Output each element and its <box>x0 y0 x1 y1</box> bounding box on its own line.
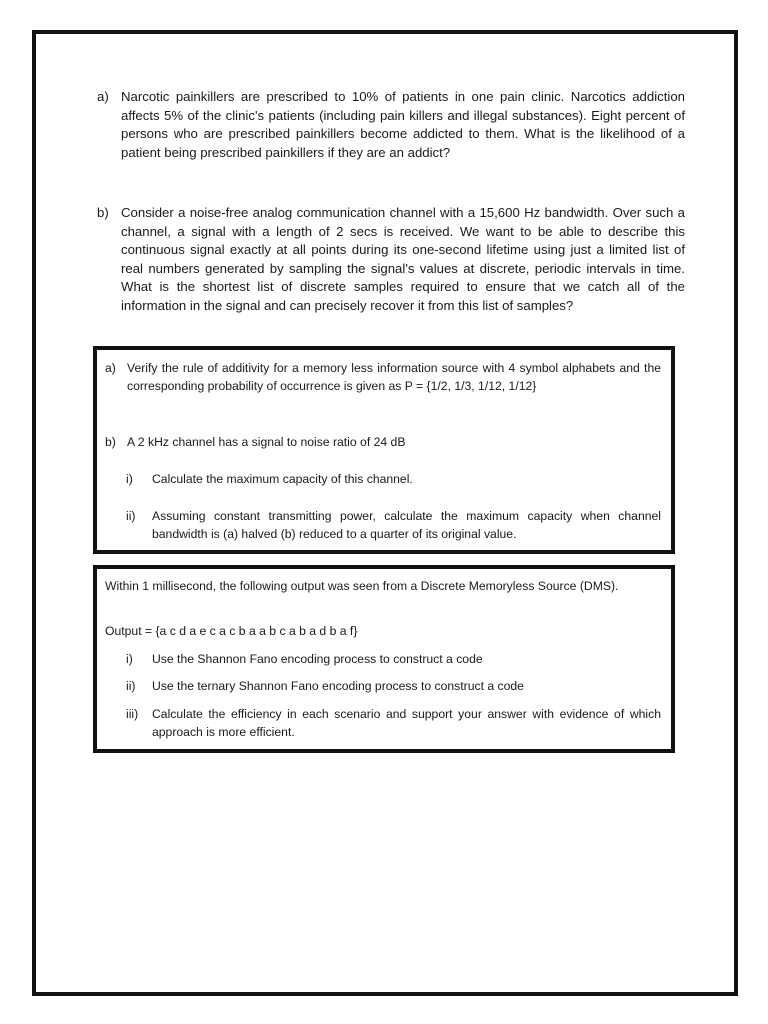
box2-item-iii <box>126 706 661 741</box>
box1-question-b <box>105 434 661 452</box>
box2-item-ii-text: Use the ternary Shannon Fano encoding process to construct a code <box>152 679 524 693</box>
question-b-label: b) <box>97 205 109 220</box>
question-a-text: Narcotic painkillers are prescribed to 10% of patients in one pain clinic. Narcotics addiction affects 5% of the clinic's patients (including pain killers and illegal substances). Eight percent of persons who are prescribed painkillers become addicted to them. What is the likelihood of a patient being prescribed painkillers if they are an addict? <box>121 89 685 160</box>
box2-intro: Within 1 millisecond, the following output was seen from a Discrete Memoryless Source (DMS). <box>105 579 619 593</box>
box2-item-iii-text: Calculate the efficiency in each scenario and support your answer with evidence of which approach is more efficient. <box>152 707 661 739</box>
box1-question-a-label: a) <box>105 361 116 375</box>
box1-question-a-text: Verify the rule of additivity for a memory less information source with 4 symbol alphabets and the corresponding probability of occurrence is given as P = {1/2, 1/3, 1/12, 1/12} <box>127 361 661 393</box>
box2-item-i-text: Use the Shannon Fano encoding process to construct a code <box>152 652 483 666</box>
box1-question-b-text: A 2 kHz channel has a signal to noise ratio of 24 dB <box>127 435 406 449</box>
box2-item-iii-label: iii) <box>126 707 139 721</box>
question-a <box>97 88 685 162</box>
box2-item-ii-label: ii) <box>126 679 136 693</box>
box1-question-b-label: b) <box>105 435 116 449</box>
question-b-text: Consider a noise-free analog communication channel with a 15,600 Hz bandwidth. Over such a channel, a signal with a length of 2 secs is received. We want to be able to describe this continuous signal exactly at all points during its one-second lifetime using just a limited list of real numbers generated by sampling the signal's values at discrete, periodic intervals in time. What is the shortest list of discrete samples required to ensure that we catch all of the information in the signal and can precisely recover it from this list of samples? <box>121 205 685 313</box>
question-b <box>97 204 685 316</box>
question-a-label: a) <box>97 89 109 104</box>
box1-question-b-i-text: Calculate the maximum capacity of this channel. <box>152 472 413 486</box>
question-box-2 <box>93 565 675 753</box>
box1-question-b-ii-text: Assuming constant transmitting power, calculate the maximum capacity when channel bandwidth is (a) halved (b) reduced to a quarter of its original value. <box>152 509 661 541</box>
box1-question-b-i <box>126 471 661 489</box>
box2-output: Output = {a c d a e c a c b a a b c a b a d b a f} <box>105 624 358 638</box>
box2-item-i <box>126 651 661 669</box>
question-box-1 <box>93 346 675 554</box>
box1-question-a <box>105 360 661 395</box>
box1-question-b-ii <box>126 508 661 543</box>
box2-item-ii <box>126 678 661 696</box>
box1-question-b-i-label: i) <box>126 472 133 486</box>
box1-question-b-ii-label: ii) <box>126 509 136 523</box>
box2-item-i-label: i) <box>126 652 133 666</box>
